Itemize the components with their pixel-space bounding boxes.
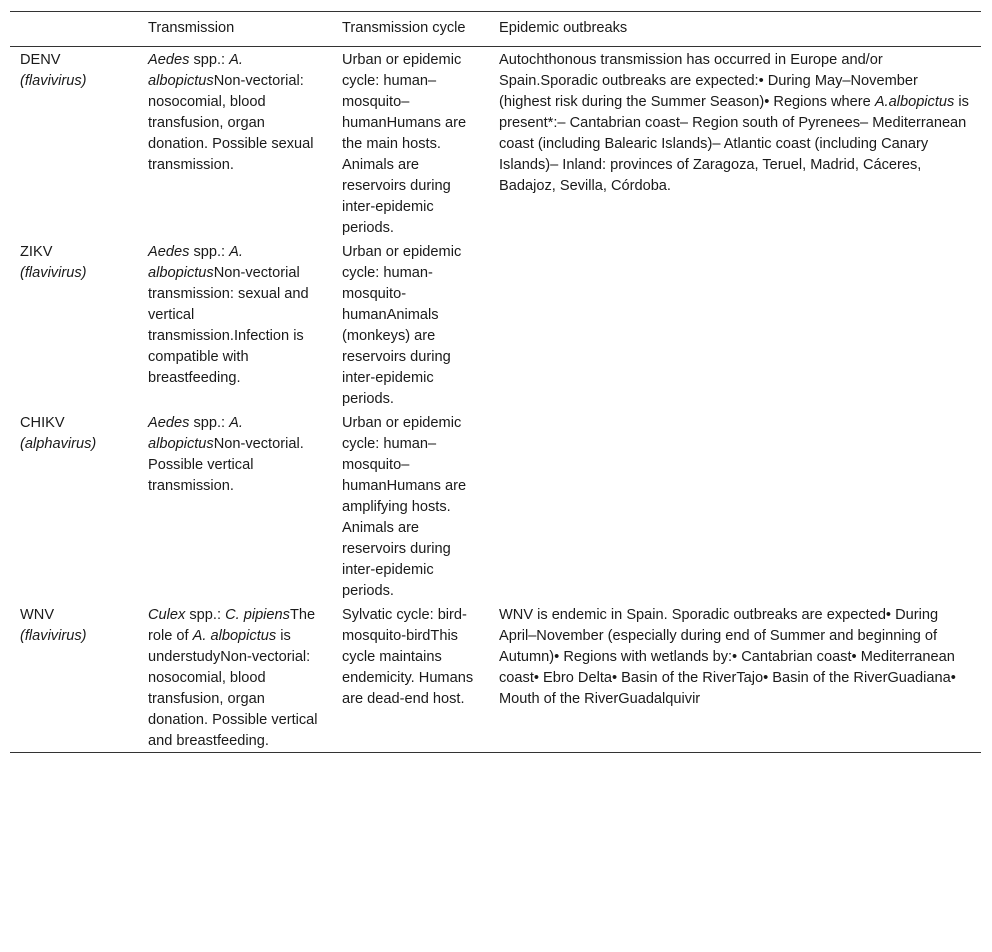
virus-name: CHIKV: [20, 415, 65, 431]
outbreaks-cell: WNV is endemic in Spain. Sporadic outbreaks are expected• During April–November (especially during end of Summer and beginning of Autumn)• Regions with wetlands by:• Cantabrian coast• Mediterranean coast• Ebro Delta• Basin of the RiverTajo• Basin of the RiverGuadiana• Mouth of the RiverGuadalquivir: [499, 607, 956, 707]
table-row: [10, 410, 981, 602]
virus-family: (flavivirus): [20, 73, 87, 89]
outbreaks-cell: [489, 239, 981, 410]
table-row: [10, 239, 981, 410]
outbreaks-cell: [489, 47, 981, 240]
role-prefix: The role of: [148, 607, 316, 644]
outbreaks-cell: [489, 410, 981, 602]
vector-genus-suffix: spp.:: [189, 415, 230, 431]
vector-genus: Culex: [148, 607, 186, 623]
vector-genus: Aedes: [148, 52, 190, 68]
virus-cell: [10, 239, 138, 410]
vector-species: C. pipiens: [225, 607, 290, 623]
header-row: [10, 12, 981, 47]
vector-genus: Aedes: [148, 415, 190, 431]
virus-cell: [10, 47, 138, 240]
transmission-cell: [138, 47, 332, 240]
virus-cell: [10, 410, 138, 602]
table-row: [10, 47, 981, 240]
vector-genus-suffix: spp.:: [189, 244, 230, 260]
vector-species: A. albopictus: [148, 52, 243, 89]
vector-genus-suffix: spp.:: [189, 52, 230, 68]
vector-genus: Aedes: [148, 244, 190, 260]
transmission-text: Non-vectorial: nosocomial, blood transfusion, organ donation. Possible sexual transmission.: [148, 73, 314, 173]
cycle-cell: Sylvatic cycle: bird-mosquito-birdThis cycle maintains endemicity. Humans are dead-end host.: [342, 607, 474, 707]
transmission-cell: [138, 602, 332, 753]
transmission-cell: [138, 239, 332, 410]
cycle-cell: Urban or epidemic cycle: human-mosquito-humanAnimals (monkeys) are reservoirs during inter-epidemic periods.: [342, 244, 462, 407]
header-epidemic-outbreaks: Epidemic outbreaks: [499, 20, 628, 36]
virus-name: ZIKV: [20, 244, 53, 260]
transmission-text: Non-vectorial. Possible vertical transmission.: [148, 436, 304, 494]
vector-genus-suffix: spp.:: [185, 607, 226, 623]
outbreaks-text-b: is present*:– Cantabrian coast– Region south of Pyrenees– Mediterranean coast (including Balearic Islands)– Atlantic coast (including Canary Islands)– Inland: provinces of Zaragoza, Teruel, Madrid, Cáceres, Badajoz, Sevilla, Córdoba.: [499, 94, 969, 194]
arbovirus-table: [10, 11, 981, 753]
role-species: A. albopictus: [192, 628, 277, 644]
virus-family: (flavivirus): [20, 265, 87, 281]
vector-species: A. albopictus: [148, 244, 243, 281]
outbreaks-species: A.albopictus: [874, 94, 955, 110]
header-transmission: Transmission: [148, 20, 235, 36]
table-row: [10, 602, 981, 753]
vector-species: A. albopictus: [148, 415, 243, 452]
transmission-text: is understudyNon-vectorial: nosocomial, blood transfusion, organ donation. Possible vertical and breastfeeding.: [148, 628, 318, 749]
virus-family: (alphavirus): [20, 436, 97, 452]
table-body: [10, 47, 981, 753]
transmission-cell: [138, 410, 332, 602]
table-header: [10, 12, 981, 47]
transmission-text: Non-vectorial transmission: sexual and vertical transmission.Infection is compatible with breastfeeding.: [148, 265, 309, 386]
header-transmission-cycle: Transmission cycle: [342, 20, 466, 36]
cycle-cell: Urban or epidemic cycle: human–mosquito–humanHumans are the main hosts. Animals are reservoirs during inter-epidemic periods.: [342, 52, 467, 236]
virus-cell: [10, 602, 138, 753]
virus-name: DENV: [20, 52, 61, 68]
virus-family: (flavivirus): [20, 628, 87, 644]
header-virus: [10, 12, 138, 47]
cycle-cell: Urban or epidemic cycle: human–mosquito–humanHumans are amplifying hosts. Animals are reservoirs during inter-epidemic periods.: [342, 415, 467, 599]
outbreaks-text-a: Autochthonous transmission has occurred in Europe and/or Spain.Sporadic outbreaks are expected:• During May–November (highest risk during the Summer Season)• Regions where: [499, 52, 918, 110]
virus-name: WNV: [20, 607, 55, 623]
